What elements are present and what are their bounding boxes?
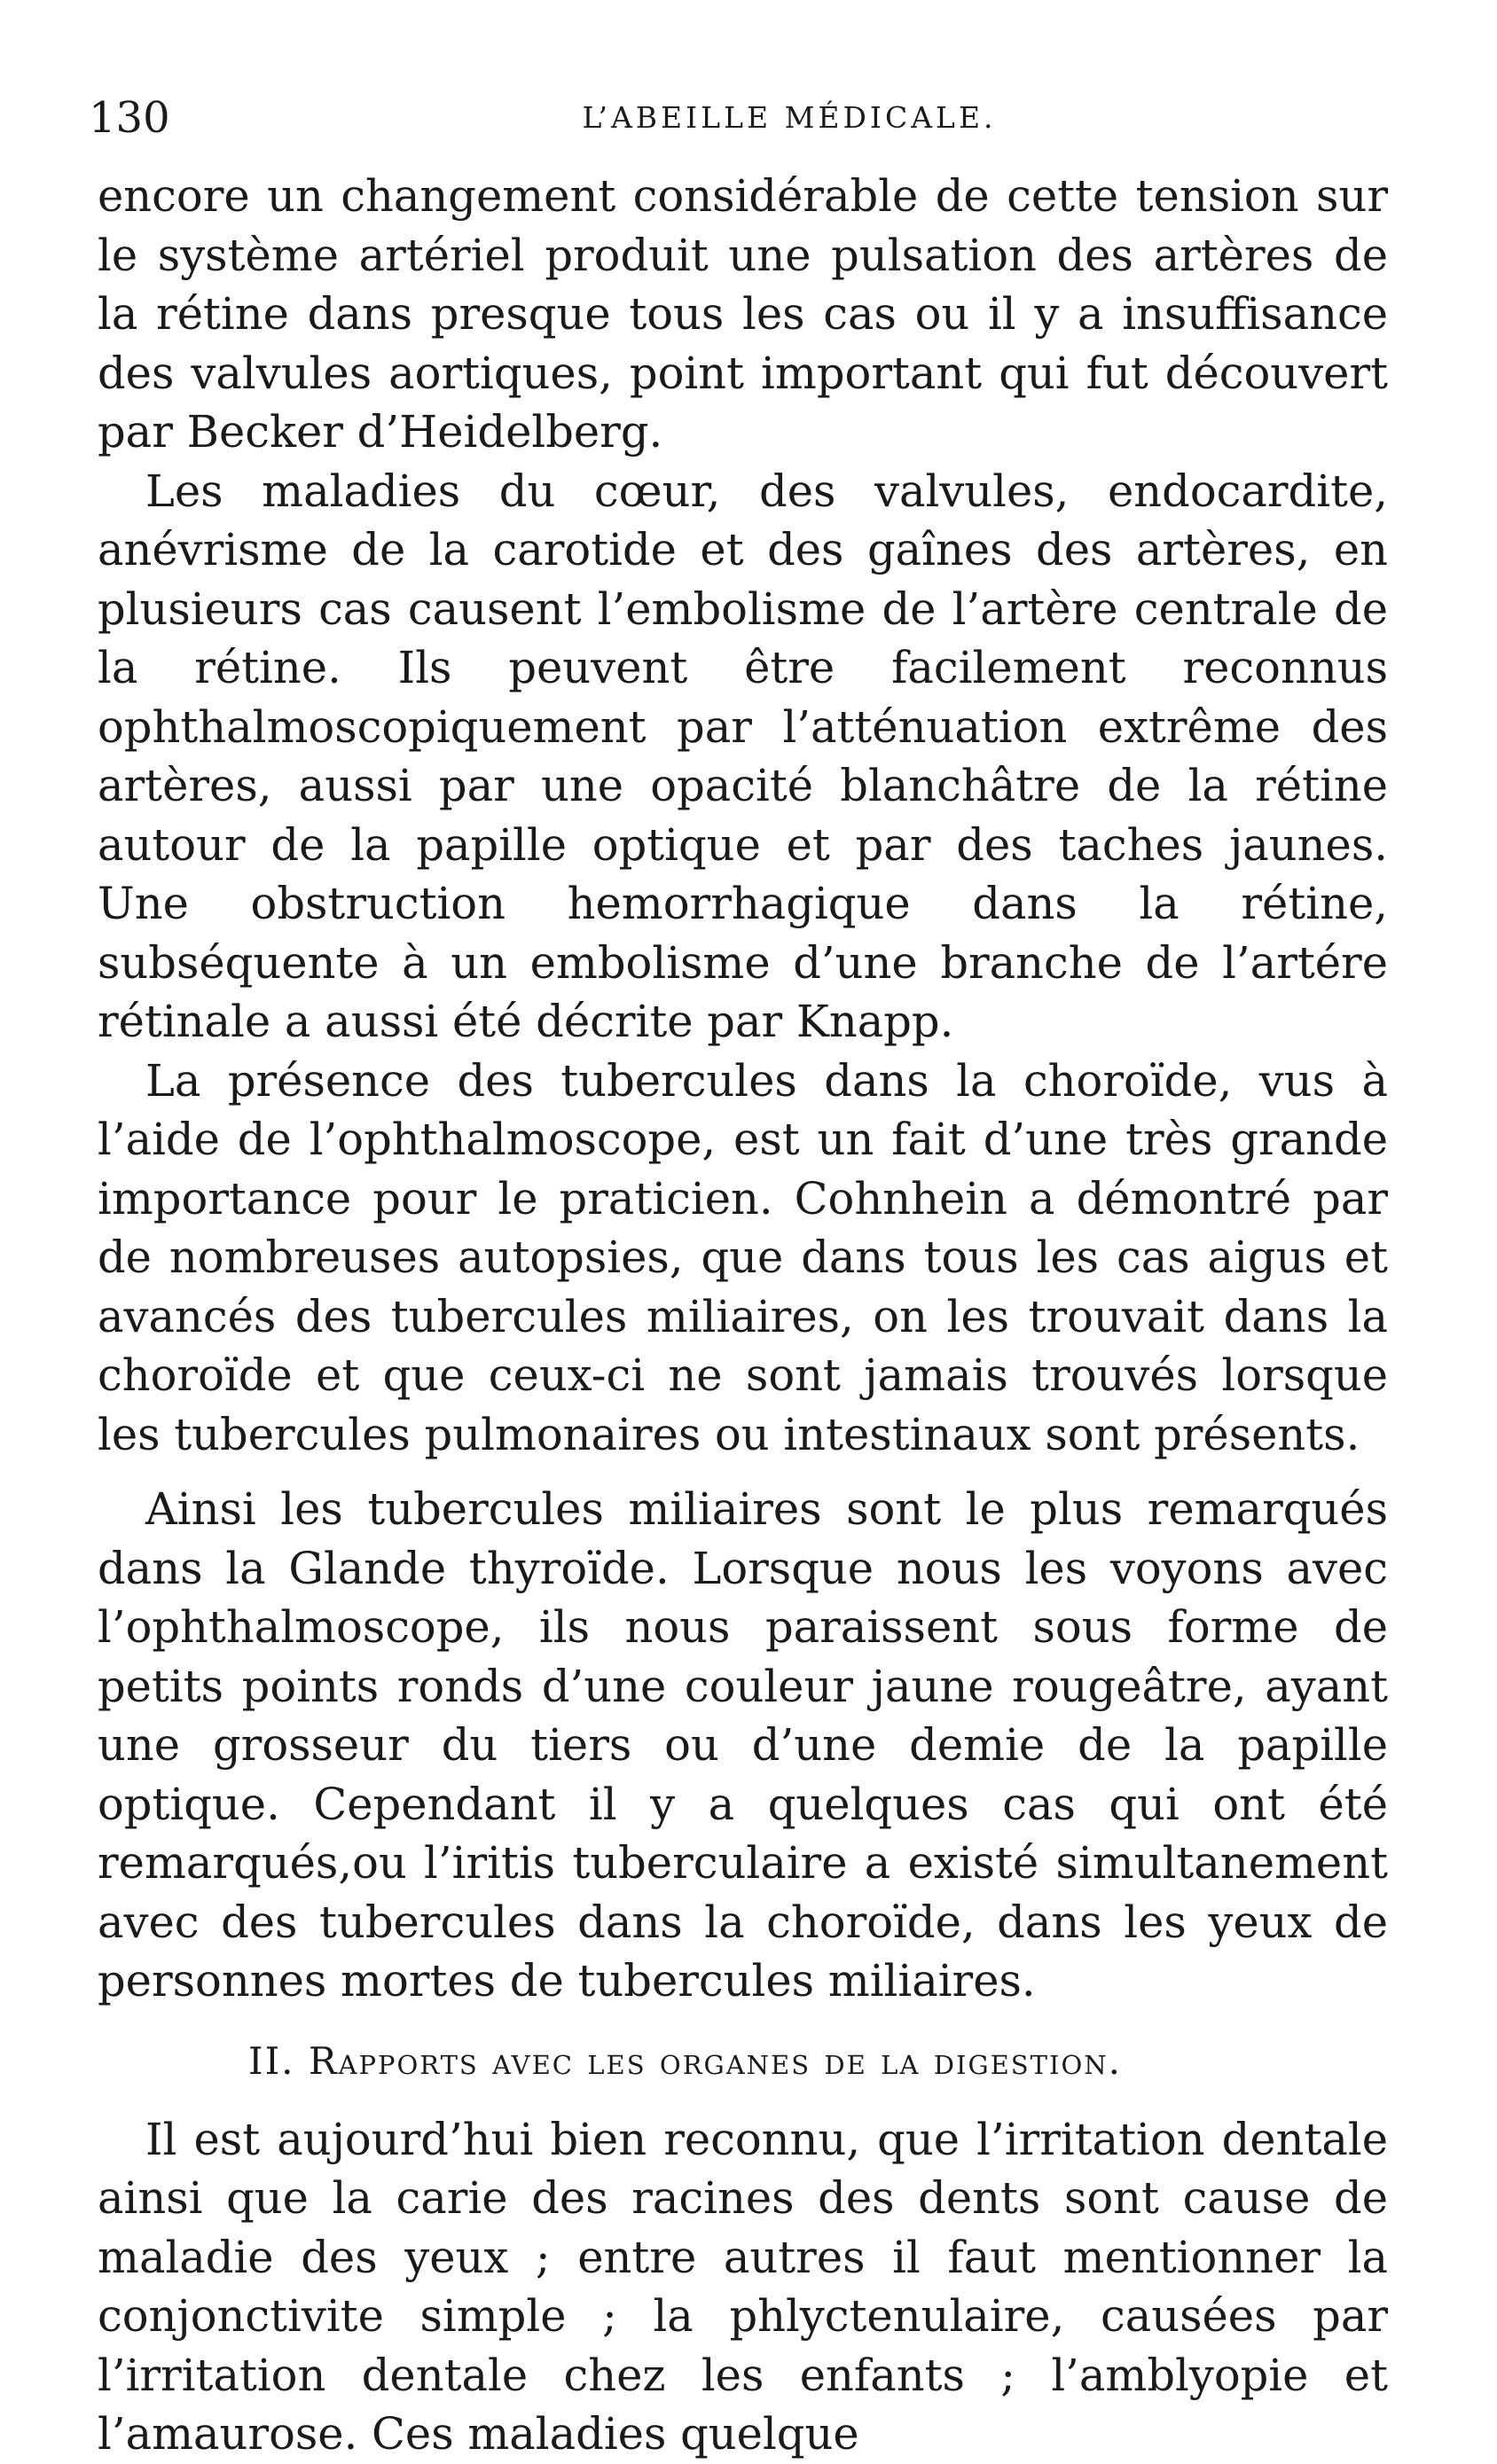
body-text bbox=[98, 167, 1388, 2464]
paragraph-miliary-tubercles: Ainsi les tubercules miliaires sont le plus remarqués dans la Glande thyroïde. Lorsque nous les voyons avec l’ophthalmoscope, ils nous paraissent sous forme de petits points ronds d’une couleur jaune rougeâtre, ayant une grosseur du tiers ou d’une demie de la papille optique. Cependant il y a quelques cas qui ont été remarqués,ou l’iritis tuberculaire a existé simultanement avec des tubercules dans la choroïde, dans les yeux de personnes mortes de tubercules miliaires. bbox=[98, 1483, 1388, 2006]
paragraph-digestion: Il est aujourd’hui bien reconnu, que l’irritation dentale ainsi que la carie des racines des dents sont cause de maladie des yeux ; entre autres il faut mentionner la conjonctivite simple ; la phlyctenulaire, causées par l’irritation dentale chez les enfants ; l’amblyopie et l’amaurose. Ces maladies quelque bbox=[98, 2113, 1388, 2460]
section-heading: II. Rapports avec les organes de la digestion. bbox=[248, 2038, 1122, 2083]
running-head bbox=[89, 87, 1401, 149]
paragraph-continuation: encore un changement considérable de cette tension sur le système artériel produit une pulsation des artères de la rétine dans presque tous les cas ou il y a insuffisance des valvules aortiques, point important qui fut découvert par Becker d’Heidelberg. bbox=[98, 170, 1388, 458]
paragraph-tubercles-choroid: La présence des tubercules dans la choroïde, vus à l’aide de l’ophthalmoscope, est un fait d’une très grande importance pour le praticien. Cohnhein a démontré par de nombreuses autopsies, que dans tous les cas aigus et avancés des tubercules miliaires, on les trouvait dans la choroïde et que ceux-ci ne sont jamais trouvés lorsque les tubercules pulmonaires ou intestinaux sont présents. bbox=[98, 1054, 1388, 1460]
running-title: L’ABEILLE MÉDICALE. bbox=[582, 100, 997, 135]
paragraph-heart-diseases: Les maladies du cœur, des valvules, endocardite, anévrisme de la carotide et des gaînes des artères, en plusieurs cas causent l’embolisme de l’artère centrale de la rétine. Ils peuvent être facilement reconnus ophthalmoscopiquement par l’atténuation extrême des artères, aussi par une opacité blanchâtre de la rétine autour de la papille optique et par des taches jaunes. Une obstruction hemorrhagique dans la rétine, subséquente à un embolisme d’une branche de l’artére rétinale a aussi été décrite par Knapp. bbox=[98, 465, 1388, 1047]
heading-gap-before bbox=[98, 2011, 1388, 2032]
heading-gap-after bbox=[98, 2091, 1388, 2110]
paragraph-gap bbox=[98, 1464, 1388, 1480]
page-number: 130 bbox=[89, 93, 170, 143]
